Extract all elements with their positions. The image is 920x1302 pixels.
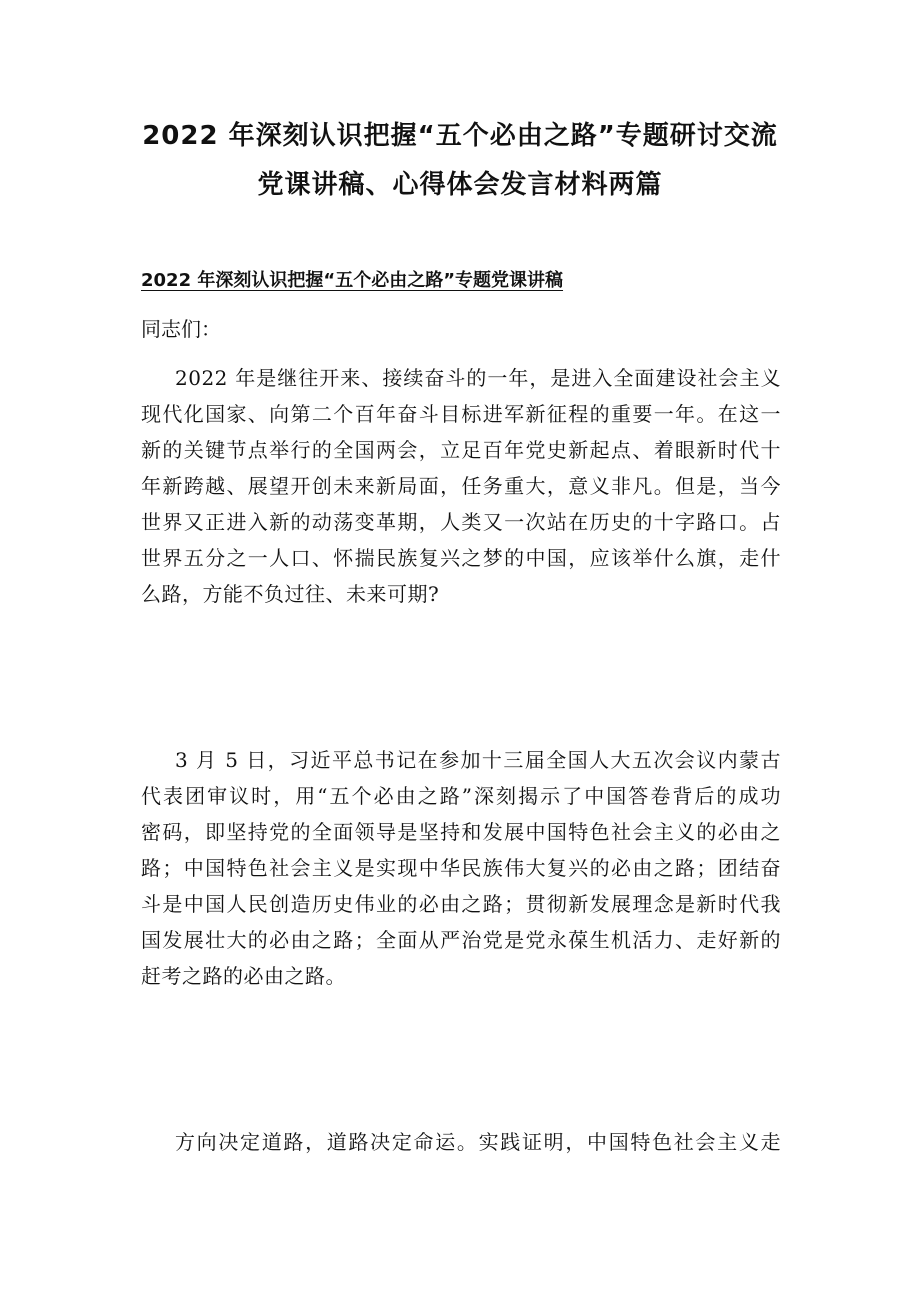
paragraph-line: 新的关键节点举行的全国两会，立足百年党史新起点、着眼新时代十	[141, 438, 781, 462]
paragraph-line: 2022 年是继往开来、接续奋斗的一年，是进入全面建设社会主义	[175, 366, 781, 390]
paragraph-line: 世界又正进入新的动荡变革期，人类又一次站在历史的十字路口。占	[141, 510, 781, 534]
paragraph-3	[141, 1124, 781, 1160]
paragraph-line: 代表团审议时，用“五个必由之路”深刻揭示了中国答卷背后的成功	[141, 784, 781, 808]
paragraph-1	[141, 360, 781, 612]
document-title-line-1: 2022 年深刻认识把握“五个必由之路”专题研讨交流	[142, 121, 778, 151]
salutation: 同志们：	[141, 317, 221, 341]
document-title-line-2: 党课讲稿、心得体会发言材料两篇	[257, 170, 663, 200]
paragraph-line: 方向决定道路，道路决定命运。实践证明，中国特色社会主义走	[175, 1130, 781, 1154]
paragraph-2	[141, 742, 781, 994]
paragraph-line: 斗是中国人民创造历史伟业的必由之路；贯彻新发展理念是新时代我	[141, 892, 781, 916]
paragraph-line: 现代化国家、向第二个百年奋斗目标进军新征程的重要一年。在这一	[141, 402, 781, 426]
paragraph-line: 世界五分之一人口、怀揣民族复兴之梦的中国，应该举什么旗，走什	[141, 546, 781, 570]
paragraph-line: 年新跨越、展望开创未来新局面，任务重大，意义非凡。但是，当今	[141, 474, 781, 498]
paragraph-line: 路；中国特色社会主义是实现中华民族伟大复兴的必由之路；团结奋	[141, 856, 781, 880]
paragraph-line: 密码，即坚持党的全面领导是坚持和发展中国特色社会主义的必由之	[141, 820, 781, 844]
paragraph-line: 么路，方能不负过往、未来可期?	[141, 582, 440, 606]
paragraph-line: 3 月 5 日，习近平总书记在参加十三届全国人大五次会议内蒙古	[175, 748, 781, 772]
paragraph-line: 赶考之路的必由之路。	[141, 964, 346, 988]
section-heading: 2022 年深刻认识把握“五个必由之路”专题党课讲稿	[141, 270, 564, 291]
paragraph-line: 国发展壮大的必由之路；全面从严治党是党永葆生机活力、走好新的	[141, 928, 781, 952]
